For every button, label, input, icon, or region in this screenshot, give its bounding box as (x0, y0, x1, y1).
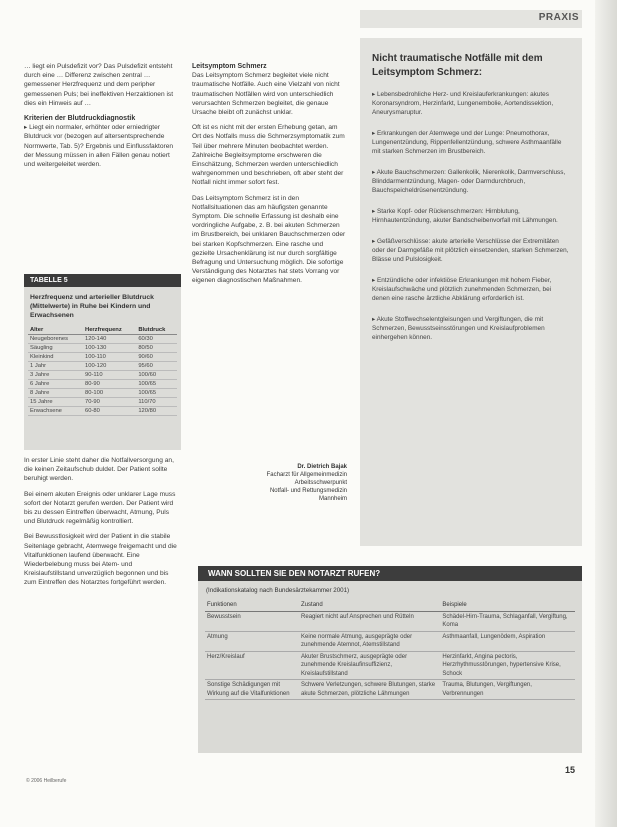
section-label: PRAXIS (538, 12, 579, 23)
heading-pain: Leitsymptom Schmerz (192, 63, 267, 70)
notarzt-box (198, 581, 582, 753)
notarzt-row (205, 651, 575, 680)
table-cell: 100-130 (83, 344, 136, 353)
table-cell: Kleinkind (28, 353, 83, 362)
sidebar-list-item: ▸ Akute Stoffwechselentgleisungen und Vergiftungen, die mit Schmerzen, Bewusstseinsstörungen und Kreislaufproblemen einhergehen können. (372, 316, 545, 341)
table-header: Funktionen (205, 600, 299, 611)
sidebar-list (360, 90, 582, 342)
table-cell: 100/65 (136, 389, 177, 398)
table-cell: 90/60 (136, 353, 177, 362)
table5-box (24, 287, 181, 450)
table-cell: 110/70 (136, 398, 177, 407)
table-cell: Erwachsene (28, 407, 83, 416)
table-cell: 15 Jahre (28, 398, 83, 407)
table5-row (28, 335, 177, 344)
paragraph: Bei einem akuten Ereignis oder unklarer Lage muss sofort der Notarzt gerufen werden. Der Patient wird bis zu dessen Eintreffen überwacht, Atmung, Puls und Blutdruck regelmäßig kontrolliert. (24, 490, 176, 526)
table-cell: 1 Jahr (28, 362, 83, 371)
author-line: Notfall- und Rettungsmedizin (269, 488, 347, 494)
page-number: 15 (564, 765, 575, 775)
sidebar-list-item: ▸ Lebensbedrohliche Herz- und Kreislauferkrankungen: akutes Koronarsyndrom, Herzinfarkt, Lungenembolie, Aortendissektion, Aneurysmaruptur. (372, 91, 554, 116)
table-cell: Trauma, Blutungen, Vergiftungen, Verbrennungen (440, 680, 575, 700)
paragraph: ▸ Liegt ein normaler, erhöhter oder erniedrigter Blutdruck vor (bezogen auf altersentsprechende Normwerte, Tab. 5)? Ergebnis und Einflussfaktoren der Messung müssen in allen Fällen genau notiert und weitergeleitet werden. (24, 124, 174, 169)
table5-label: TABELLE 5 (24, 274, 181, 287)
author-line: Facharzt für Allgemeinmedizin (266, 472, 347, 478)
table-cell: 80-90 (83, 380, 136, 389)
column-left-lower (24, 456, 179, 594)
table-cell: 100-110 (83, 353, 136, 362)
table-cell: Reagiert nicht auf Ansprechen und Rütteln (299, 611, 440, 631)
table-cell: 120-140 (83, 335, 136, 344)
table-cell: 6 Jahre (28, 380, 83, 389)
notarzt-row (205, 631, 575, 651)
sidebar-title: Nicht traumatische Notfälle mit dem Leitsymptom Schmerz: (372, 53, 543, 78)
table-cell: Säugling (28, 344, 83, 353)
paragraph: Oft ist es nicht mit der ersten Erhebung getan, am Ort des Notfalls muss die Schmerzsymptomatik zum Teil über mehrere Minuten beobachtet werden. Zahlreiche Begleitsymptome erschweren die Einschätzung, Schmerzen werden unterschiedlich wahrgenommen und beschrieben, oft aber steht der Notfall nicht immer sofort fest. (192, 124, 345, 187)
table-cell: 60-80 (83, 407, 136, 416)
table5-row (28, 371, 177, 380)
table-cell: 90-110 (83, 371, 136, 380)
scan-edge (595, 0, 617, 827)
author-signature (192, 463, 347, 503)
paragraph: In erster Linie steht daher die Notfallversorgung an, die keinen Zeitaufschub duldet. Der Patient sollte beruhigt werden. (24, 457, 174, 483)
table-cell: 80/50 (136, 344, 177, 353)
paragraph: Das Leitsymptom Schmerz begleitet viele nicht traumatische Notfälle. Auch eine Vielzahl von nicht traumatischen Notfällen wird von unterschiedlich verursachten Schmerzen begleitet, die genaue Ursache bleibt oft zunächst unklar. (192, 72, 340, 117)
table-header: Alter (28, 326, 83, 335)
table-cell: Schädel-Hirn-Trauma, Schlaganfall, Vergiftung, Koma (440, 611, 575, 631)
table-cell: Asthmaanfall, Lungenödem, Aspiration (440, 631, 575, 651)
sidebar-list-item: ▸ Starke Kopf- oder Rückenschmerzen: Hirnblutung, Hirnhautentzündung, akuter Bandscheibenvorfall mit Lähmungen. (372, 208, 558, 224)
notarzt-row (205, 680, 575, 700)
table-header: Zustand (299, 600, 440, 611)
table-cell: 95/60 (136, 362, 177, 371)
sidebar-list-item: ▸ Entzündliche oder infektiöse Erkrankungen mit hohem Fieber, Kreislaufschwäche und plötzlich zunehmenden Schmerzen, bei denen eine rasche ärztliche Abklärung erforderlich ist. (372, 277, 552, 302)
paragraph: Das Leitsymptom Schmerz ist in den Notfallsituationen das am häufigsten genannte Symptom. Die schnelle Erfassung ist deshalb eine vordringliche Aufgabe, z. B. bei akuten Schmerzen im Brustbereich, bei unklaren Bauchschmerzen oder bei starken Kopfschmerzen. Eine rasche und gezielte Ursachenklärung ist nur durch sorgfältige Befragung und Untersuchung möglich. Die sofortige Verständigung des Notarztes hat stets Vorrang vor eigenen diagnostischen Maßnahmen. (192, 194, 346, 285)
notarzt-subtitle: (Indikationskatalog nach Bundesärztekammer 2001) (206, 587, 350, 594)
table-cell: Sonstige Schädigungen mit Wirkung auf die Vitalfunktionen (205, 680, 299, 700)
sidebar-box (360, 38, 582, 546)
table-cell: Atmung (205, 631, 299, 651)
table-cell: 80-100 (83, 389, 136, 398)
table-cell: Schwere Verletzungen, schwere Blutungen, starke akute Schmerzen, plötzliche Lähmungen (299, 680, 440, 700)
paragraph: … liegt ein Pulsdefizit vor? Das Pulsdefizit entsteht durch eine … Differenz zwischen zentral … gemessener Herzfrequenz und dem peripher gemessenen Puls; bei ineffektiven Herzaktionen ist dies ein Hinweis auf … (24, 63, 174, 107)
author-line: Mannheim (318, 496, 347, 502)
table5-row (28, 380, 177, 389)
table-cell: 3 Jahre (28, 371, 83, 380)
table5 (28, 326, 177, 416)
column-middle (192, 62, 347, 292)
sidebar-list-item: ▸ Gefäßverschlüsse: akute arterielle Verschlüsse der Extremitäten oder der Darmgefäße mit plötzlich einsetzenden, starken Schmerzen, Blässe und Pulslosigkeit. (372, 238, 569, 263)
notarzt-title: WANN SOLLTEN SIE DEN NOTARZT RUFEN? (198, 566, 582, 581)
table5-row (28, 398, 177, 407)
table-cell: 100/65 (136, 380, 177, 389)
table5-title: Herzfrequenz und arterieller Blutdruck (Mittelwerte) in Ruhe bei Kindern und Erwachsenen (30, 294, 154, 319)
table-cell: Neugeborenes (28, 335, 83, 344)
table-cell: Keine normale Atmung, ausgeprägte oder zunehmende Atemnot, Atemstillstand (299, 631, 440, 651)
table5-row (28, 407, 177, 416)
table-header: Blutdruck (136, 326, 177, 335)
paragraph: Bei Bewusstlosigkeit wird der Patient in die stabile Seitenlage gebracht, Atemwege freigemacht und die Vitalfunktionen laufend überwacht. Eine Wiederbelebung muss bei Atem- und Kreislaufstillstand unverzüglich begonnen und bis zum Eintreffen des Notarztes fortgeführt werden. (24, 533, 177, 587)
author-line: Arbeitsschwerpunkt (294, 480, 347, 486)
table-cell: Herz/Kreislauf (205, 651, 299, 680)
table-cell: 60/30 (136, 335, 177, 344)
table5-row (28, 353, 177, 362)
sidebar-list-item: ▸ Akute Bauchschmerzen: Gallenkolik, Nierenkolik, Darmverschluss, Blinddarmentzündung, Magen- oder Darmdurchbruch, Bauchspeicheldrüsenentzündung. (372, 169, 566, 194)
author-name: Dr. Dietrich Bajak (297, 464, 347, 470)
column-left (24, 62, 179, 175)
table-cell: 70-90 (83, 398, 136, 407)
table5-row (28, 362, 177, 371)
table-header: Herzfrequenz (83, 326, 136, 335)
notarzt-table (205, 600, 575, 700)
heading-blood-pressure: Kriterien der Blutdruckdiagnostik (24, 115, 136, 123)
table5-row (28, 389, 177, 398)
table-cell: 100-120 (83, 362, 136, 371)
table-cell: Bewusstsein (205, 611, 299, 631)
table-header: Beispiele (440, 600, 575, 611)
table-cell: Akuter Brustschmerz, ausgeprägte oder zunehmende Kreislaufinsuffizienz, Kreislaufstillstand (299, 651, 440, 680)
sidebar-list-item: ▸ Erkrankungen der Atemwege und der Lunge: Pneumothorax, Lungenentzündung, Rippenfellentzündung, schwere Asthmaanfälle mit starken Schmerzen im Brustbereich. (372, 130, 562, 155)
footer-imprint: © 2006 Heilberufe (26, 778, 67, 784)
table-cell: 120/80 (136, 407, 177, 416)
table-cell: Herzinfarkt, Angina pectoris, Herzrhythmusstörungen, hypertensive Krise, Schock (440, 651, 575, 680)
table5-row (28, 344, 177, 353)
table-cell: 8 Jahre (28, 389, 83, 398)
notarzt-row (205, 611, 575, 631)
table-cell: 100/60 (136, 371, 177, 380)
